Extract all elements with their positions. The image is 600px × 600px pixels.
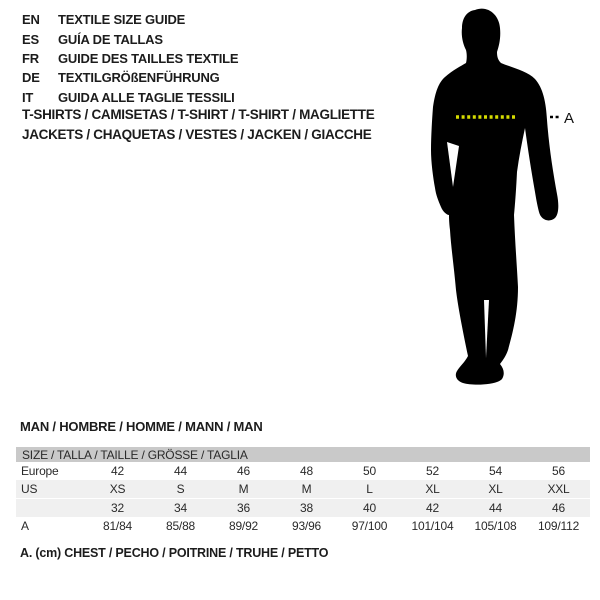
size-cell: 32 [111, 501, 124, 515]
size-cell: 56 [552, 464, 565, 478]
size-cell: 101/104 [411, 519, 454, 533]
size-cell: 44 [174, 464, 187, 478]
table-row [16, 462, 590, 480]
language-code: FR [22, 50, 39, 66]
size-cell: L [366, 482, 373, 496]
size-table-header: SIZE / TALLA / TAILLE / GRÖSSE / TAGLIA [16, 447, 590, 462]
language-label: GUÍA DE TALLAS [58, 31, 163, 47]
size-cell: XS [109, 482, 126, 496]
size-cell: 38 [300, 501, 313, 515]
language-row [22, 10, 238, 29]
size-cell: 44 [489, 501, 502, 515]
language-label: TEXTILGRÖßENFÜHRUNG [58, 70, 220, 86]
size-cell: 48 [300, 464, 313, 478]
man-silhouette [413, 2, 583, 402]
language-list [22, 10, 238, 107]
language-code: ES [22, 31, 39, 47]
size-cell: S [176, 482, 185, 496]
table-row [16, 480, 590, 498]
row-label: Europe [21, 464, 59, 478]
language-code: IT [22, 89, 34, 105]
category-line: T-SHIRTS / CAMISETAS / T-SHIRT / T-SHIRT / MAGLIETTE [22, 107, 375, 122]
section-heading: MAN / HOMBRE / HOMME / MANN / MAN [20, 419, 263, 434]
size-cell: 85/88 [165, 519, 196, 533]
size-cell: 40 [363, 501, 376, 515]
size-cell: 105/108 [474, 519, 517, 533]
measurement-footnote: A. (cm) CHEST / PECHO / POITRINE / TRUHE / PETTO [20, 546, 329, 560]
language-code: EN [22, 12, 40, 28]
size-cell: 42 [426, 501, 439, 515]
row-label: A [21, 519, 29, 533]
language-row [22, 29, 238, 48]
size-cell: 109/112 [537, 519, 580, 533]
measurement-label: A [564, 110, 575, 127]
size-cell: 81/84 [102, 519, 133, 533]
category-line: JACKETS / CHAQUETAS / VESTES / JACKEN / GIACCHE [22, 127, 372, 142]
size-cell: 89/92 [228, 519, 259, 533]
size-table [16, 447, 590, 535]
table-row [16, 517, 590, 535]
row-label: US [21, 482, 38, 496]
size-cell: 42 [111, 464, 124, 478]
language-label: GUIDE DES TAILLES TEXTILE [58, 50, 239, 66]
size-cell: 97/100 [351, 519, 388, 533]
size-cell: 93/96 [291, 519, 322, 533]
size-cell: 34 [174, 501, 187, 515]
size-cell: M [301, 482, 312, 496]
language-row [22, 49, 238, 68]
size-cell: M [238, 482, 249, 496]
size-cell: XXL [547, 482, 570, 496]
size-cell: 36 [237, 501, 250, 515]
size-table-body [16, 462, 590, 535]
man-silhouette-shape [431, 9, 558, 385]
language-label: TEXTILE SIZE GUIDE [58, 12, 186, 28]
size-cell: 46 [552, 501, 565, 515]
size-cell: 54 [489, 464, 502, 478]
table-row [16, 498, 590, 517]
size-cell: 52 [426, 464, 439, 478]
category-list [22, 105, 374, 145]
size-cell: 46 [237, 464, 250, 478]
language-row [22, 68, 238, 87]
size-cell: XL [488, 482, 503, 496]
size-cell: 50 [363, 464, 376, 478]
language-label: GUIDA ALLE TAGLIE TESSILI [58, 89, 235, 105]
size-cell: XL [425, 482, 440, 496]
language-code: DE [22, 70, 40, 86]
